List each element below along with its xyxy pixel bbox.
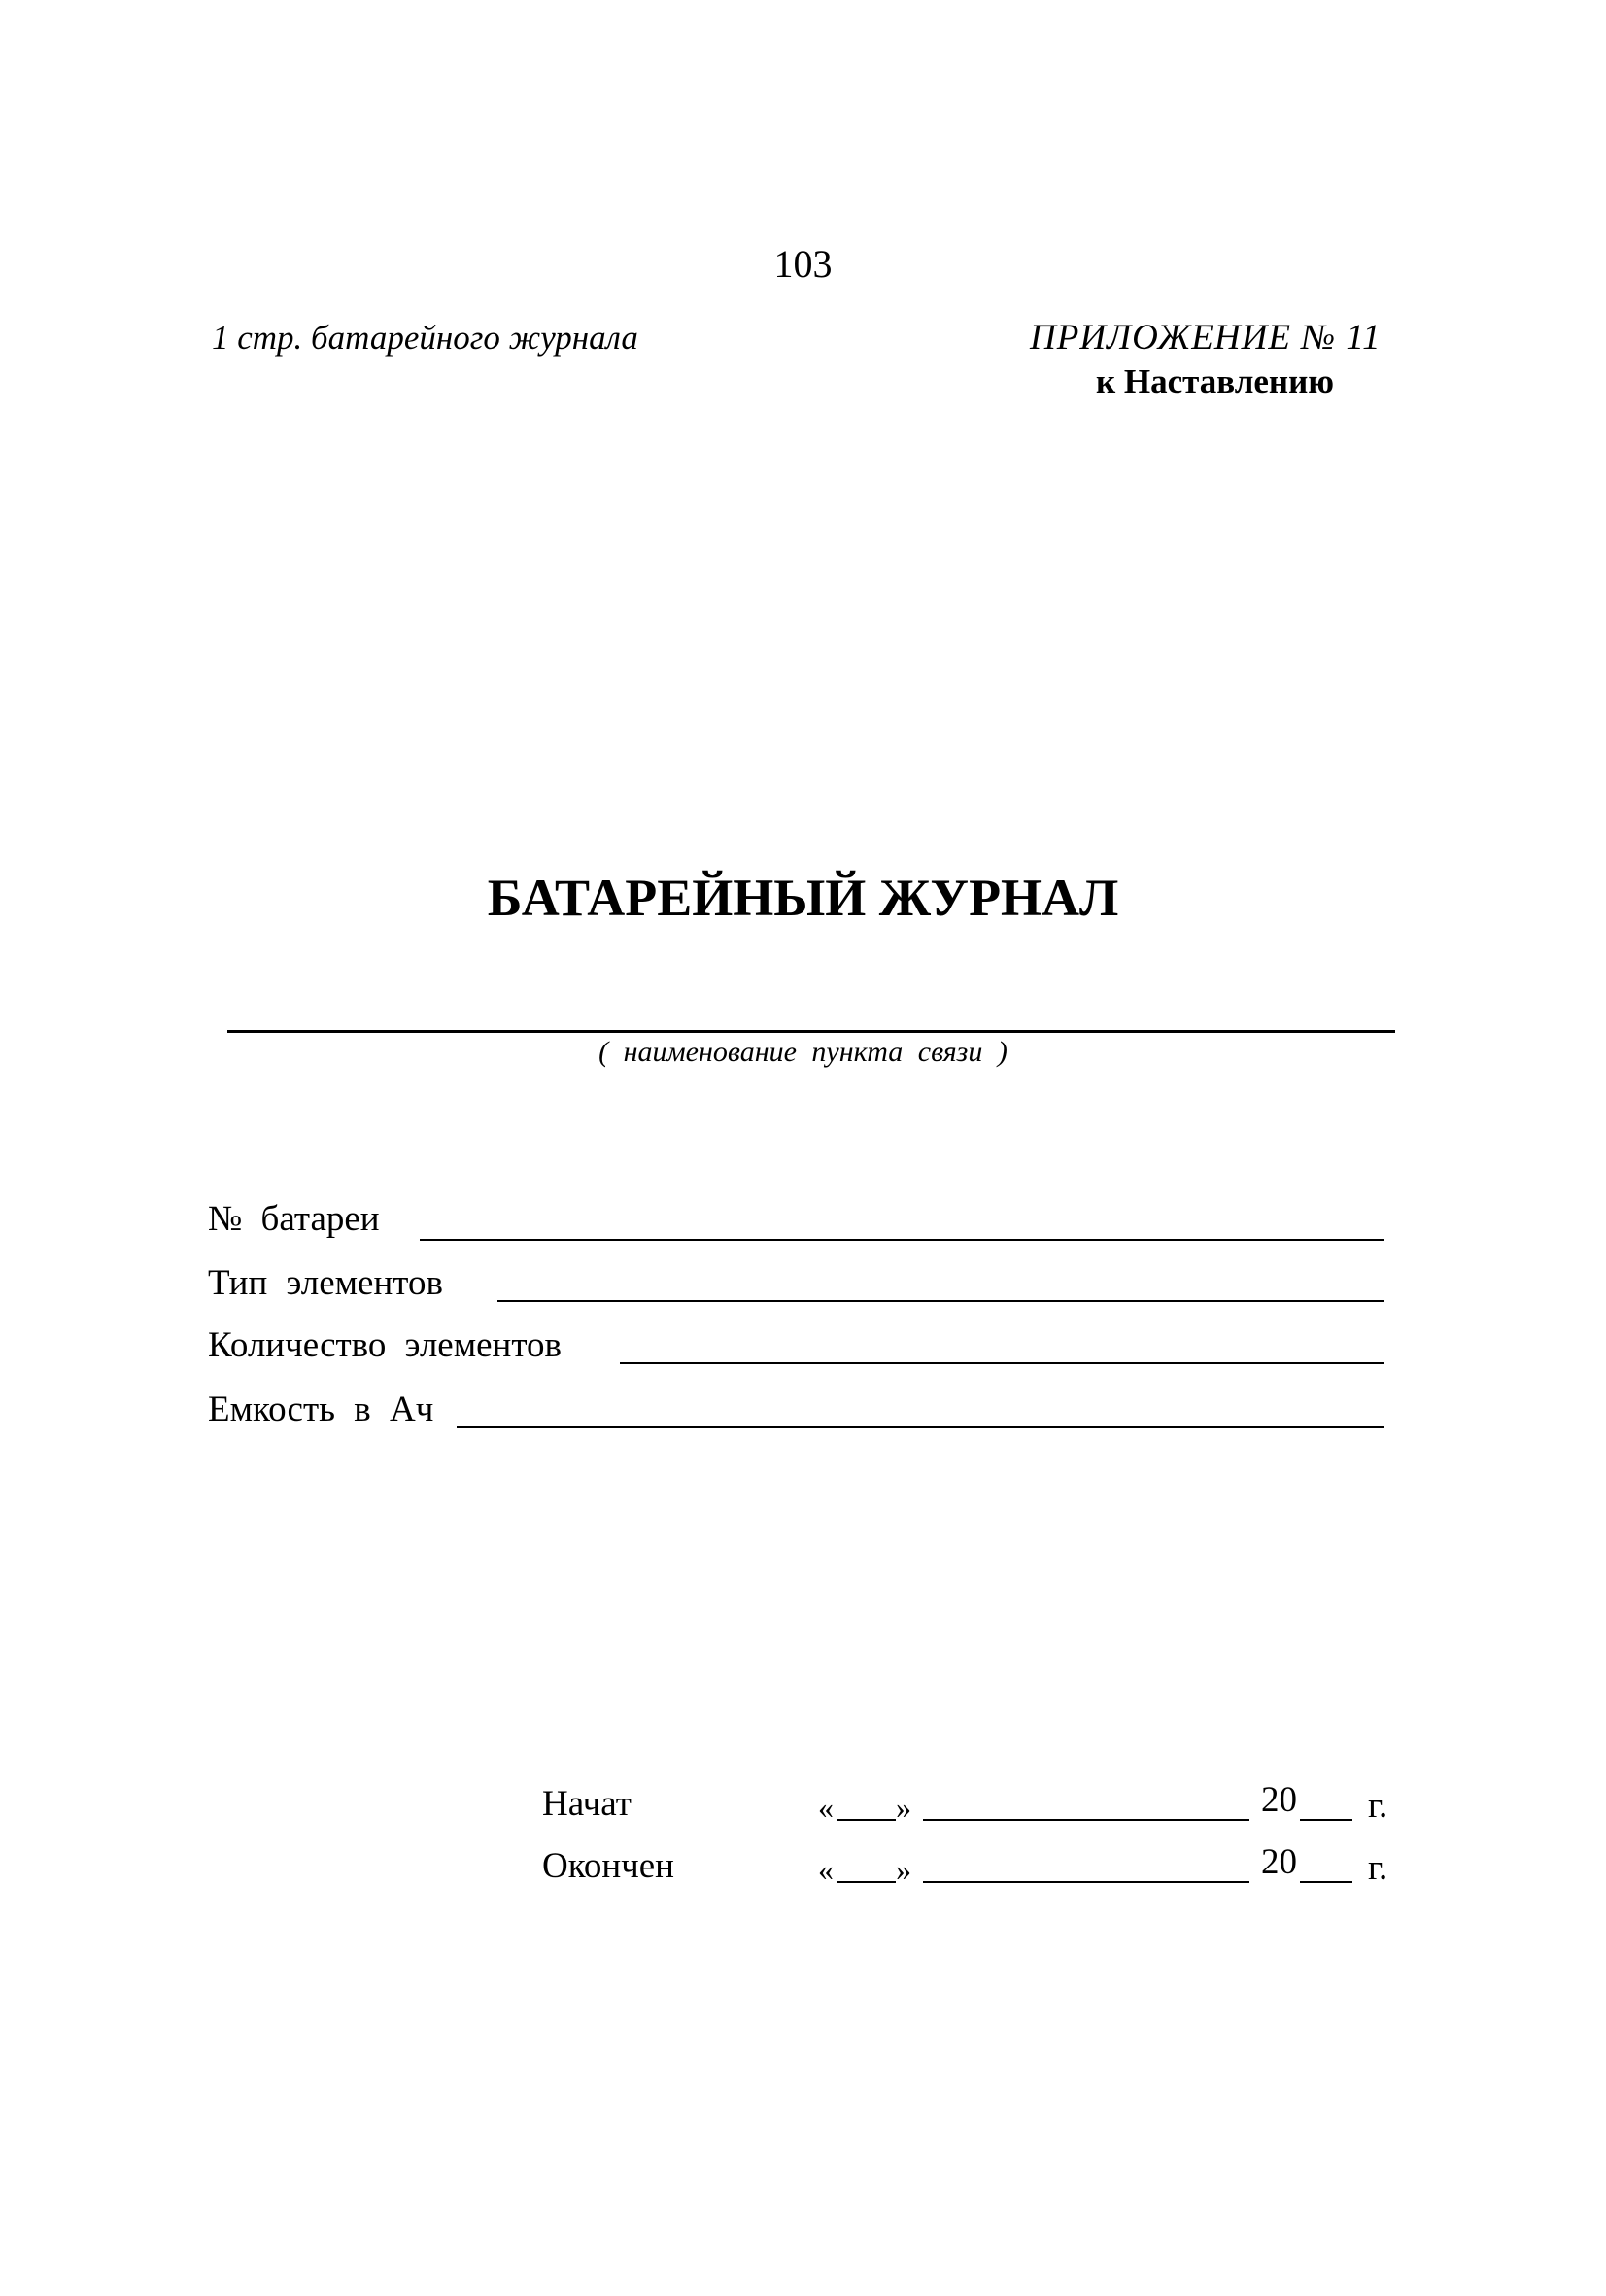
finished-day-line (837, 1881, 896, 1883)
open-quote: « (818, 1790, 834, 1825)
appendix-number: ПРИЛОЖЕНИЕ № 11 (1030, 318, 1382, 358)
element-type-line (497, 1300, 1384, 1302)
finished-year-suffix: г. (1368, 1848, 1388, 1888)
page-reference: 1 стр. батарейного журнала (212, 319, 638, 357)
battery-number-label: № батареи (208, 1199, 380, 1239)
capacity-line (457, 1426, 1384, 1428)
finished-label: Окончен (542, 1846, 674, 1886)
finished-year-prefix: 20 (1261, 1842, 1297, 1882)
close-quote: » (896, 1790, 911, 1825)
element-count-label: Количество элементов (208, 1325, 563, 1365)
started-year-suffix: г. (1368, 1786, 1388, 1826)
communication-point-name-line (227, 1030, 1395, 1033)
finished-month-line (923, 1881, 1249, 1883)
communication-point-caption: ( наименование пункта связи ) (598, 1036, 1008, 1068)
started-year-prefix: 20 (1261, 1780, 1297, 1820)
started-year-line (1300, 1819, 1352, 1821)
finished-year-line (1300, 1881, 1352, 1883)
close-quote: » (896, 1852, 911, 1887)
started-month-line (923, 1819, 1249, 1821)
page-number: 103 (773, 242, 833, 286)
element-type-label: Тип элементов (208, 1263, 443, 1303)
capacity-label: Емкость в Ач (208, 1389, 434, 1429)
battery-number-line (420, 1239, 1384, 1241)
open-quote: « (818, 1852, 834, 1887)
started-day-line (837, 1819, 896, 1821)
started-label: Начат (542, 1784, 632, 1824)
element-count-line (620, 1362, 1384, 1364)
appendix-reference: к Наставлению (1096, 362, 1334, 400)
document-title: БАТАРЕЙНЫЙ ЖУРНАЛ (487, 869, 1119, 927)
